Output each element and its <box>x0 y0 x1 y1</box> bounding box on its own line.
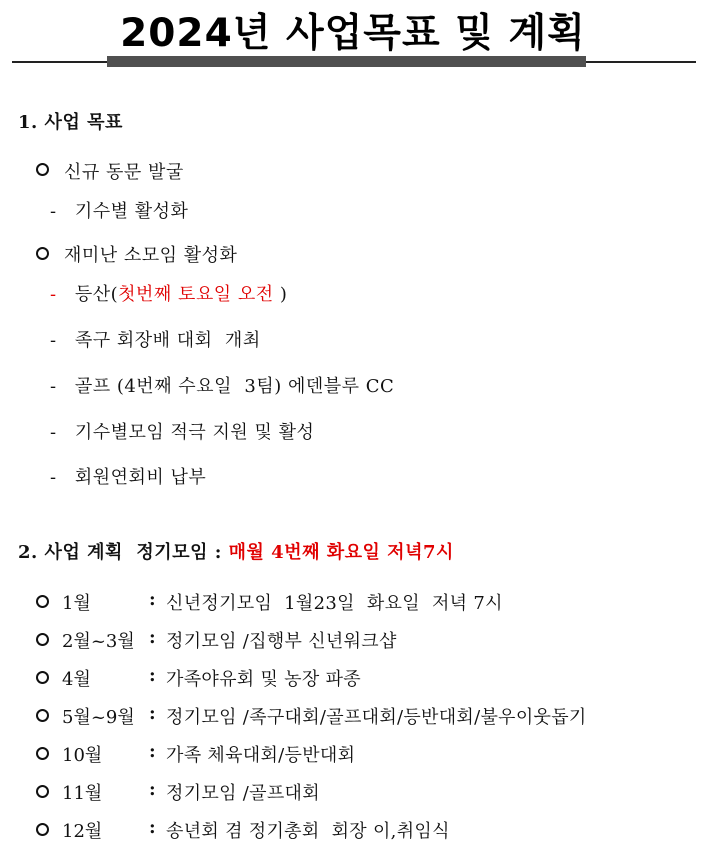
goal-item <box>50 418 314 444</box>
goal-group-label: 신규 동문 발굴 <box>64 162 184 183</box>
goal-item-text: 기수별모임 적극 지원 및 활성 <box>74 422 315 443</box>
goal-item <box>50 326 261 352</box>
goal-item <box>50 197 188 223</box>
schedule-colon: : <box>149 741 156 762</box>
goal-item-text: 기수별 활성화 <box>74 201 189 222</box>
circle-bullet-icon <box>36 709 49 722</box>
goal-item <box>50 280 287 306</box>
goal-group-label: 재미난 소모임 활성화 <box>64 245 238 266</box>
dash-marker: - <box>50 330 57 351</box>
schedule-month: 5월~9월 <box>62 707 135 728</box>
schedule-description: 정기모임 /족구대회/골프대회/등반대회/불우이웃돕기 <box>166 707 587 728</box>
title-bar <box>107 56 586 67</box>
schedule-colon: : <box>149 817 156 838</box>
page-title: 2024년 사업목표 및 계획 <box>120 11 586 56</box>
schedule-month: 12월 <box>62 821 103 842</box>
schedule-description: 신년정기모임 1월23일 화요일 저녁 7시 <box>166 593 503 614</box>
schedule-description: 가족 체육대회/등반대회 <box>166 745 356 766</box>
schedule-description: 정기모임 /집행부 신년워크샵 <box>166 631 397 652</box>
dash-marker: - <box>50 201 57 222</box>
goal-item <box>50 372 394 398</box>
section-2-heading <box>18 538 454 564</box>
schedule-colon: : <box>149 779 156 800</box>
circle-bullet-icon <box>36 747 49 760</box>
section-1-heading: 1. 사업 목표 <box>18 112 123 133</box>
circle-bullet-icon <box>36 633 49 646</box>
goal-item-text: 골프 (4번째 수요일 3팀) 에덴블루 CC <box>74 376 395 397</box>
schedule-month: 10월 <box>62 745 103 766</box>
circle-bullet-icon <box>36 163 49 176</box>
schedule-colon: : <box>149 627 156 648</box>
meeting-time-highlight: 매월 4번째 화요일 저녁7시 <box>228 542 454 563</box>
circle-bullet-icon <box>36 823 49 836</box>
circle-bullet-icon <box>36 671 49 684</box>
goal-item-text-pre: 등산( <box>74 284 119 305</box>
schedule-colon: : <box>149 589 156 610</box>
goal-item-text: 족구 회장배 대회 개최 <box>74 330 261 351</box>
goal-item-text-highlight: 첫번째 토요일 오전 <box>118 284 274 305</box>
schedule-colon: : <box>149 665 156 686</box>
circle-bullet-icon <box>36 595 49 608</box>
circle-bullet-icon <box>36 247 49 260</box>
goal-item-text-post: ) <box>273 284 288 305</box>
schedule-month: 11월 <box>62 783 103 804</box>
dash-marker: - <box>50 422 57 443</box>
goal-item <box>50 463 206 489</box>
schedule-description: 가족야유회 및 농장 파종 <box>166 669 361 690</box>
goal-item-text: 회원연회비 납부 <box>74 467 207 488</box>
schedule-month: 4월 <box>62 669 91 690</box>
schedule-month: 1월 <box>62 593 91 614</box>
dash-marker: - <box>50 376 57 397</box>
schedule-description: 정기모임 /골프대회 <box>166 783 320 804</box>
circle-bullet-icon <box>36 785 49 798</box>
schedule-month: 2월~3월 <box>62 631 135 652</box>
schedule-colon: : <box>149 703 156 724</box>
dash-marker: - <box>50 284 57 305</box>
dash-marker: - <box>50 467 57 488</box>
schedule-description: 송년회 겸 정기총회 회장 이,취임식 <box>166 821 450 842</box>
section-2-heading-text: 2. 사업 계획 정기모임 : <box>18 542 229 563</box>
